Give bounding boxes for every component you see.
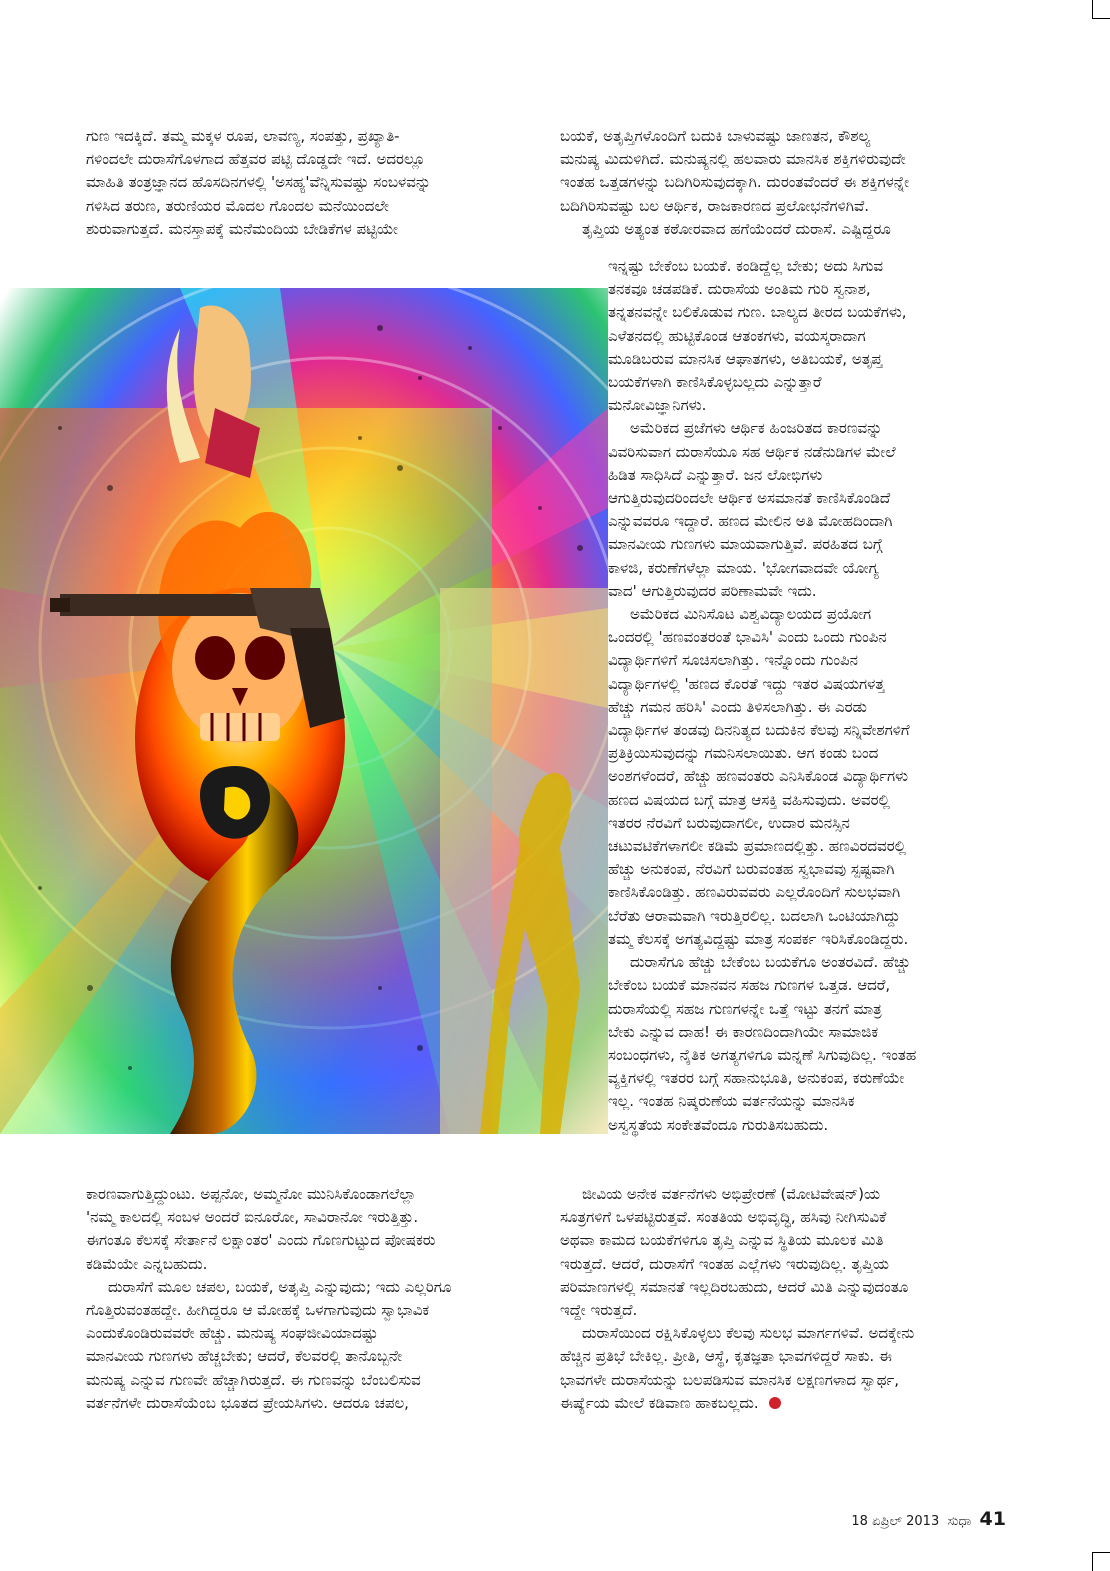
- text-line: ವರ್ತನೆಗಳೇ ದುರಾಸೆಯೆಂಬ ಭೂತದ ಪ್ರೇಯಸಿಗಳು. ಆದರೂ ಚಪಲ,: [86, 1393, 409, 1412]
- text-line: ವಿದ್ಯಾರ್ಥಿಗಳ ತಂಡವು ದಿನನಿತ್ಯದ ಬದುಕಿನ ಕೆಲವು ಸನ್ನಿವೇಶಗಳಿಗೆ: [608, 721, 910, 740]
- text-line: ಇತರರ ನೆರವಿಗೆ ಬರುವುದಾಗಲೀ, ಉದಾರ ಮನಸ್ಸಿನ: [608, 813, 850, 832]
- left-column-top: [86, 125, 522, 241]
- text-line: ಅಂಶಗಳೆಂದರೆ, ಹೆಚ್ಚು ಹಣವಂತರು ಎನಿಸಿಕೊಂಡ ವಿದ್ಯಾರ್ಥಿಗಳು: [608, 767, 909, 786]
- crop-mark-bottom: [1092, 1553, 1093, 1571]
- text-line: 'ನಮ್ಮ ಕಾಲದಲ್ಲಿ ಸಂಬಳ ಅಂದರೆ ಐನೂರೋ, ಸಾವಿರಾನೋ ಇರುತ್ತಿತ್ತು.: [86, 1208, 419, 1227]
- text-line: ಕಾರಣವಾಗುತ್ತಿದ್ದುಂಟು. ಅಪ್ಪನೋ, ಅಮ್ಮನೋ ಮುನಿಸಿಕೊಂಡಾಗಲೆಲ್ಲಾ: [86, 1185, 417, 1203]
- last-line-text: ಈರ್ಷ್ಯೆಯ ಮೇಲೆ ಕಡಿವಾಣ ಹಾಕಬಲ್ಲದು.: [560, 1393, 759, 1412]
- text-line: ಪರಿಮಾಣಗಳಲ್ಲಿ ಸಮಾನತೆ ಇಲ್ಲದಿರಬಹುದು, ಆದರೆ ಮಿತಿ ಎನ್ನುವುದಂತೂ: [560, 1277, 909, 1296]
- crop-mark-top: [1092, 0, 1093, 18]
- text-line: ಇಲ್ಲ. ಇಂತಹ ನಿಷ್ಕರುಣೆಯ ವರ್ತನೆಯನ್ನು ಮಾನಸಿಕ: [608, 1092, 855, 1111]
- text-line: ತಮ್ಮ ಕೆಲಸಕ್ಕೆ ಅಗತ್ಯವಿದ್ದಷ್ಟು ಮಾತ್ರ ಸಂಪರ್ಕ ಇರಿಸಿಕೊಂಡಿದ್ದರು.: [608, 929, 909, 948]
- text-line: ಹೆಚ್ಚಿನ ಪ್ರತಿಭೆ ಬೇಕಿಲ್ಲ. ಪ್ರೀತಿ, ಆಸ್ಥೆ, ಕೃತಜ್ಞತಾ ಭಾವಗಳಿದ್ದರೆ ಸಾಕು. ಈ: [560, 1347, 892, 1366]
- text-line: ಗಳಿಂದಲೇ ದುರಾಸೆಗೊಳಗಾದ ಹೆತ್ತವರ ಪಟ್ಟಿ ದೊಡ್ಡದೇ ಇದೆ. ಅದರಲ್ಲೂ: [86, 150, 426, 169]
- text-line: ಕಾಳಜಿ, ಕರುಣೆಗಳೆಲ್ಲಾ ಮಾಯ. 'ಭೋಗವಾದವೇ ಯೋಗ್ಯ: [608, 558, 879, 577]
- text-line: ಮಾನವೀಯ ಗುಣಗಳು ಮಾಯವಾಗುತ್ತಿವೆ. ಪರಹಿತದ ಬಗ್ಗೆ: [608, 535, 883, 554]
- text-line: ಪ್ರತಿಕ್ರಿಯಿಸುವುದನ್ನು ಗಮನಿಸಲಾಯಿತು. ಆಗ ಕಂಡು ಬಂದ: [608, 744, 879, 763]
- text-line: ದುರಾಸೆಗೂ ಹೆಚ್ಚು ಬೇಕೆಂಬ ಬಯಕೆಗೂ ಅಂತರವಿದೆ. ಹೆಚ್ಚು: [630, 953, 911, 972]
- text-line: ವ್ಯಕ್ತಿಗಳಲ್ಲಿ ಇತರರ ಬಗ್ಗೆ ಸಹಾನುಭೂತಿ, ಅನುಕಂಪ, ಕರುಣೆಯೇ: [608, 1069, 905, 1088]
- text-line: ವಿದ್ಯಾರ್ಥಿಗಳಿಗೆ ಸೂಚಿಸಲಾಗಿತ್ತು. ಇನ್ನೊಂದು ಗುಂಪಿನ: [608, 651, 858, 670]
- text-line: ದುರಾಸೆಯಲ್ಲಿ ಸಹಜ ಗುಣಗಳನ್ನೇ ಒತ್ತೆ ಇಟ್ಟು ತನಗೆ ಮಾತ್ರ: [608, 999, 882, 1018]
- text-line: ವಿದ್ಯಾರ್ಥಿಗಳಲ್ಲಿ 'ಹಣದ ಕೊರತೆ ಇದ್ದು ಇತರ ವಿಷಯಗಳತ್ತ: [608, 674, 885, 693]
- text-line: ಹಣದ ವಿಷಯದ ಬಗ್ಗೆ ಮಾತ್ರ ಆಸಕ್ತಿ ವಹಿಸುವುದು. ಅವರಲ್ಲಿ: [608, 790, 890, 809]
- right-column-top: [560, 125, 1004, 241]
- illustration-art: [0, 288, 608, 1134]
- text-line: ಬೆರೆತು ಆರಾಮವಾಗಿ ಇರುತ್ತಿರಲಿಲ್ಲ. ಬದಲಾಗಿ ಒಂಟಿಯಾಗಿದ್ದು: [608, 906, 901, 925]
- text-line: ತನ್ನತನವನ್ನೇ ಬಲಿಕೊಡುವ ಗುಣ. ಬಾಲ್ಯದ ತೀರದ ಬಯಕೆಗಳು,: [608, 303, 907, 322]
- text-line: ಸಂಬಂಧಗಳು, ನೈತಿಕ ಅಗತ್ಯಗಳಿಗೂ ಮನ್ನಣೆ ಸಿಗುವುದಿಲ್ಲ. ಇಂತಹ: [608, 1045, 917, 1064]
- text-line: ಆಗುತ್ತಿರುವುದರಿಂದಲೇ ಆರ್ಥಿಕ ಅಸಮಾನತೆ ಕಾಣಿಸಿಕೊಂಡಿದೆ: [608, 489, 891, 508]
- right-column-bottom: [560, 1183, 1004, 1415]
- text-line: ಇದ್ದೇ ಇರುತ್ತದೆ.: [560, 1301, 638, 1320]
- text-line: ಎಂದುಕೊಂಡಿರುವವರೇ ಹೆಚ್ಚು. ಮನುಷ್ಯ ಸಂಘಜೀವಿಯಾದಷ್ಟು: [86, 1324, 378, 1343]
- text-line: ಮೂಡಿಬರುವ ಮಾನಸಿಕ ಆಘಾತಗಳು, ಅತಿಬಯಕೆ, ಅತೃಪ್ತ: [608, 349, 883, 368]
- text-line: ಒಂದರಲ್ಲಿ 'ಹಣವಂತರಂತೆ ಭಾವಿಸಿ' ಎಂದು ಒಂದು ಗುಂಪಿನ: [608, 628, 887, 647]
- text-line: ಅಮೆರಿಕದ ಪ್ರಜೆಗಳು ಆರ್ಥಿಕ ಹಿಂಜರಿತದ ಕಾರಣವನ್ನು: [630, 419, 883, 438]
- text-line: ತನಕವೂ ಚಡಪಡಿಕೆ. ದುರಾಸೆಯ ಅಂತಿಮ ಗುರಿ ಸ್ವನಾಶ,: [608, 280, 871, 299]
- left-column-bottom: [86, 1183, 522, 1415]
- text-line: ಭಾವಗಳೇ ದುರಾಸೆಯನ್ನು ಬಲಪಡಿಸುವ ಮಾನಸಿಕ ಲಕ್ಷಣಗಳಾದ ಸ್ವಾರ್ಥ,: [560, 1370, 899, 1389]
- text-line: ಇರುತ್ತದೆ. ಆದರೆ, ದುರಾಸೆಗೆ ಇಂತಹ ಎಲ್ಲೆಗಳು ಇರುವುದಿಲ್ಲ. ತೃಪ್ತಿಯ: [560, 1254, 889, 1273]
- magazine-name: ಸುಧಾ: [947, 1514, 972, 1529]
- text-line: ದುರಾಸೆಯಿಂದ ರಕ್ಷಿಸಿಕೊಳ್ಳಲು ಕೆಲವು ಸುಲಭ ಮಾರ್ಗಗಳಿವೆ. ಅದಕ್ಕೇನು: [582, 1324, 915, 1343]
- text-line: ಜೀವಿಯ ಅನೇಕ ವರ್ತನೆಗಳು ಅಭಿಪ್ರೇರಣೆ (ಮೋಟಿವೇಷನ್)ಯ: [582, 1185, 881, 1203]
- text-line: ಎನ್ನುವವರೂ ಇದ್ದಾರೆ. ಹಣದ ಮೇಲಿನ ಅತಿ ಮೋಹದಿಂದಾಗಿ: [608, 512, 893, 531]
- article-illustration: [0, 288, 608, 1134]
- text-line: ಇನ್ನಷ್ಟು ಬೇಕೆಂಬ ಬಯಕೆ. ಕಂಡಿದ್ದೆಲ್ಲ ಬೇಕು; ಅದು ಸಿಗುವ: [608, 257, 883, 275]
- text-line: ಅಸ್ವಸ್ಥತೆಯ ಸಂಕೇತವೆಂದೂ ಗುರುತಿಸಬಹುದು.: [608, 1115, 829, 1134]
- text-line: ಬಯಕೆಗಳಾಗಿ ಕಾಣಿಸಿಕೊಳ್ಳಬಲ್ಲದು ಎನ್ನುತ್ತಾರೆ: [608, 373, 822, 392]
- text-line: ಶುರುವಾಗುತ್ತದೆ. ಮನಸ್ತಾಪಕ್ಕೆ ಮನೆಮಂದಿಯ ಬೇಡಿಕೆಗಳ ಪಟ್ಟಿಯೇ: [86, 219, 398, 238]
- text-line: ತೃಪ್ತಿಯ ಅತ್ಯಂತ ಕಠೋರವಾದ ಹಗೆಯೆಂದರೆ ದುರಾಸೆ. ಎಷ್ಟಿದ್ದರೂ: [582, 219, 891, 238]
- issue-date: 18 ಏಪ್ರಿಲ್ 2013: [851, 1514, 940, 1529]
- crop-mark-top-h: [1092, 18, 1110, 19]
- text-line: ಮಾನವೀಯ ಗುಣಗಳು ಹೆಚ್ಚಬೇಕು; ಆದರೆ, ಕೆಲವರಲ್ಲಿ ತಾನೊಬ್ಬನೇ: [86, 1347, 403, 1366]
- text-line: ಗುಣ ಇದಕ್ಕಿದೆ. ತಮ್ಮ ಮಕ್ಕಳ ರೂಪ, ಲಾವಣ್ಯ, ಸಂಪತ್ತು, ಪ್ರಖ್ಯಾತಿ-: [86, 127, 400, 145]
- text-line: ಬೇಕು ಎನ್ನುವ ದಾಹ! ಈ ಕಾರಣದಿಂದಾಗಿಯೇ ಸಾಮಾಜಿಕ: [608, 1022, 879, 1041]
- crop-mark-bottom-h: [1092, 1552, 1110, 1553]
- text-line: ಮಾಹಿತಿ ತಂತ್ರಜ್ಞಾನದ ಹೊಸದಿನಗಳಲ್ಲಿ 'ಅಸಹ್ಯ'ವೆನ್ನಿಸುವಷ್ಟು ಸಂಬಳವನ್ನು: [86, 173, 431, 192]
- text-line: ಕಾಣಿಸಿಕೊಂಡಿತ್ತು. ಹಣವಿರುವವರು ಎಲ್ಲರೊಂದಿಗೆ ಸುಲಭವಾಗಿ: [608, 883, 901, 902]
- text-line: ಅಥವಾ ಕಾಮದ ಬಯಕೆಗಳಿಗೂ ತೃಪ್ತಿ ಎನ್ನುವ ಸ್ಥಿತಿಯ ಮೂಲಕ ಮಿತಿ: [560, 1231, 884, 1250]
- text-line: ಕಡಿಮೆಯೇ ಎನ್ನಬಹುದು.: [86, 1254, 208, 1273]
- text-line: ಬೇಕೆಂಬ ಬಯಕೆ ಮಾನವನ ಸಹಜ ಗುಣಗಳ ಒತ್ತಡ. ಆದರೆ,: [608, 976, 891, 995]
- text-line: ಈಗಂತೂ ಕೆಲಸಕ್ಕೆ ಸೇರ್ತಾನೆ ಲಕ್ಷಾಂತರ' ಎಂದು ಗೊಣಗುಟ್ಟುದ ಪೋಷಕರು: [86, 1231, 436, 1250]
- text-line: ಹೆಚ್ಚು ಗಮನ ಹರಿಸಿ' ಎಂದು ತಿಳಿಸಲಾಗಿತ್ತು. ಈ ಎರಡು: [608, 697, 867, 716]
- text-line: ಸೂತ್ರಗಳಿಗೆ ಒಳಪಟ್ಟಿರುತ್ತವೆ. ಸಂತತಿಯ ಅಭಿವೃದ್ಧಿ, ಹಸಿವು ನೀಗಿಸುವಿಕೆ: [560, 1208, 887, 1227]
- text-line: ಮನುಷ್ಯ ಎನ್ನುವ ಗುಣವೇ ಹೆಚ್ಚಾಗಿರುತ್ತದೆ. ಈ ಗುಣವನ್ನು ಬೆಂಬಲಿಸುವ: [86, 1370, 421, 1389]
- text-line: ವಾದ' ಆಗುತ್ತಿರುವುದರ ಪರಿಣಾಮವೇ ಇದು.: [608, 581, 817, 600]
- text-line: ಇಂತಹ ಒತ್ತಡಗಳನ್ನು ಬದಿಗಿರಿಸುವುದಕ್ಕಾಗಿ. ದುರಂತವೆಂದರೆ ಈ ಶಕ್ತಿಗಳನ್ನೇ: [560, 173, 910, 192]
- text-line: ಎಳೆತನದಲ್ಲಿ ಹುಟ್ಟಿಕೊಂಡ ಆತಂಕಗಳು, ವಯಸ್ಕರಾದಾಗ: [608, 326, 866, 345]
- text-line: ಹಿಡಿತ ಸಾಧಿಸಿದೆ ಎನ್ನುತ್ತಾರೆ. ಜನ ಲೋಭಿಗಳು: [608, 465, 823, 484]
- text-line: ಹೆಚ್ಚು ಅನುಕಂಪ, ನೆರವಿಗೆ ಬರುವಂತಹ ಸ್ವಭಾವವು ಸ್ಪಷ್ಟವಾಗಿ: [608, 860, 895, 879]
- text-line-last: [560, 1392, 1004, 1415]
- end-mark-icon: [769, 1397, 781, 1409]
- text-line: ವಿವರಿಸುವಾಗ ದುರಾಸೆಯೂ ಸಹ ಆರ್ಥಿಕ ನಡೆನುಡಿಗಳ ಮೇಲೆ: [608, 442, 896, 461]
- text-line: ಬದಿಗಿರಿಸುವಷ್ಟು ಬಲ ಆರ್ಥಿಕ, ರಾಜಕಾರಣದ ಪ್ರಲೋಭನೆಗಳಿಗಿವೆ.: [560, 196, 869, 215]
- text-line: ಗಳಿಸಿದ ತರುಣ, ತರುಣಿಯರ ಮೊದಲ ಗೊಂದಲ ಮನೆಯಿಂದಲೇ: [86, 196, 389, 215]
- text-line: ಮನೋವಿಜ್ಞಾನಿಗಳು.: [608, 396, 707, 415]
- page-footer: [851, 1508, 1006, 1530]
- text-line: ಅಮೆರಿಕದ ಮಿನಿಸೊಟ ವಿಶ್ವವಿದ್ಯಾಲಯದ ಪ್ರಯೋಗ: [630, 605, 872, 624]
- text-line: ಚಟುವಟಿಕೆಗಳಾಗಲೀ ಕಡಿಮೆ ಪ್ರಮಾಣದಲ್ಲಿತ್ತು. ಹಣವಿರದವರಲ್ಲಿ: [608, 837, 906, 856]
- text-line: ಗೊತ್ತಿರುವಂತಹದ್ದೇ. ಹೀಗಿದ್ದರೂ ಆ ಮೋಹಕ್ಕೆ ಒಳಗಾಗುವುದು ಸ್ವಾಭಾವಿಕ: [86, 1301, 430, 1320]
- text-line: ದುರಾಸೆಗೆ ಮೂಲ ಚಪಲ, ಬಯಕೆ, ಅತೃಪ್ತಿ ಎನ್ನುವುದು; ಇದು ಎಲ್ಲರಿಗೂ: [108, 1277, 452, 1296]
- page-number: 41: [979, 1508, 1006, 1530]
- text-line: ಮನುಷ್ಯ ಮಿದುಳಿಗಿದೆ. ಮನುಷ್ಯನಲ್ಲಿ ಹಲವಾರು ಮಾನಸಿಕ ಶಕ್ತಿಗಳಿರುವುದೇ: [560, 150, 906, 169]
- right-column-wrap: [608, 255, 1004, 1137]
- text-line: ಬಯಕೆ, ಅತೃಪ್ತಿಗಳೊಂದಿಗೆ ಬದುಕಿ ಬಾಳುವಷ್ಟು ಜಾಣತನ, ಕೌಶಲ್ಯ: [560, 127, 871, 145]
